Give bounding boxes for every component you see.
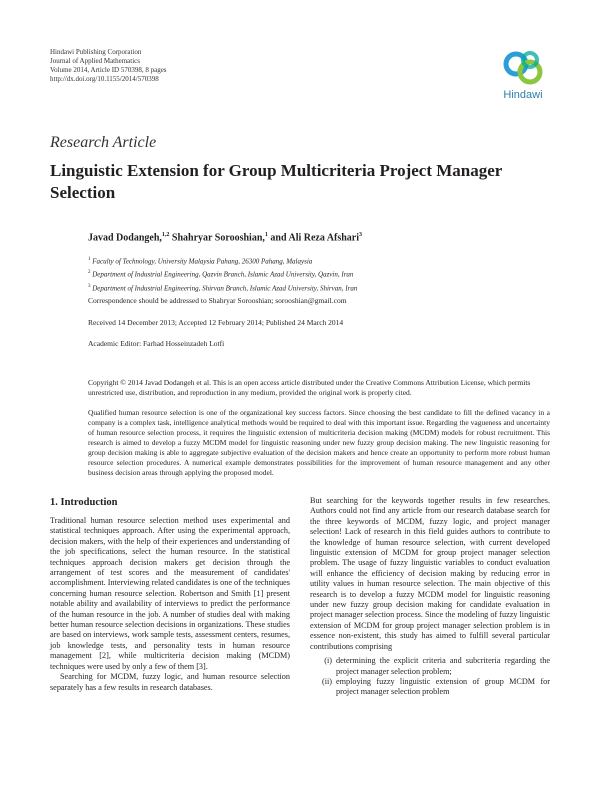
list-item xyxy=(310,677,550,698)
author-list xyxy=(88,232,362,243)
affiliation-marker: 2 xyxy=(88,270,91,276)
hindawi-logo xyxy=(494,48,552,104)
list-item-number: (i) xyxy=(324,656,332,666)
affiliation xyxy=(88,281,357,294)
correspondence: Correspondence should be addressed to Shahryar Sorooshian; sorooshian@gmail.com xyxy=(88,296,347,305)
volume-info: Volume 2014, Article ID 570398, 8 pages xyxy=(50,66,167,74)
author-name: and Ali Reza Afshari xyxy=(267,232,360,244)
list-item-number: (ii) xyxy=(321,676,332,686)
journal-header xyxy=(50,48,167,84)
affiliation-marker: 3 xyxy=(88,283,91,289)
author-affil-marker: 3 xyxy=(359,232,363,238)
journal-name: Journal of Applied Mathematics xyxy=(50,57,141,65)
affiliation xyxy=(88,254,357,267)
author-name: Javad Dodangeh, xyxy=(88,232,162,244)
affiliation-text: Faculty of Technology, University Malaysia Pahang, 26300 Pahang, Malaysia xyxy=(90,257,313,266)
affiliation-marker: 1 xyxy=(88,257,91,262)
body-column-right xyxy=(310,496,550,698)
doi-link[interactable]: http://dx.doi.org/10.1155/2014/570398 xyxy=(50,75,159,83)
hindawi-logo-text: Hindawi xyxy=(503,89,543,101)
affiliation xyxy=(88,267,357,280)
body-paragraph: Searching for MCDM, fuzzy logic, and human resource selection separately has a few results in research databases. xyxy=(50,672,290,692)
article-title: Linguistic Extension for Group Multicriteria Project Manager Selection xyxy=(50,161,503,202)
body-paragraph: Traditional human resource selection method uses experimental and statistical techniques approach. After using the experimental approach, decision makers, with the help of their experiences and understanding of the job specifications, select the human resource. In the statistical techniques approach decision makers get decision through the arrangement of test scores and the measurement of candidates' accomplishment. Interviewing related candidates is one of the techniques concerning human resource selection. Robertson and Smith [1] present notable ability and availability of interviews to predict the performance of the human resource in the job. A number of studies deal with making better human resource selection decisions in organizations. These studies are based on interviews, work sample tests, assessment centers, resumes, job knowledge tests, and personality tests in human resource management [2], while multicriteria decision making (MCDM) techniques were used by only a few of them [3]. xyxy=(50,516,290,671)
copyright-notice: Copyright © 2014 Javad Dodangeh et al. This is an open access article distributed under the Creative Commons Attribution License, which permits unrestricted use, distribution, and reproduction in any medium, provided the original work is properly cited. xyxy=(88,378,531,397)
body-paragraph: But searching for the keywords together results in few researches. Authors could not find any article from our research database search for the three keywords of MCDM, fuzzy logic, and project manager selection! Lack of research in this field guides authors to contribute to the knowledge of human resource selection, with current developed linguistic extension of MCDM for group project manager selection problem. The usage of fuzzy linguistic variables to conduct evaluation will enhance the efficiency of decision making by reducing error in utility values in human resource selection. The main objective of this research is to develop a fuzzy MCDM model for linguistic reasoning under new fuzzy group decision making for candidate evaluation in project manager selection process. Since the modeling of fuzzy linguistic extension of MCDM for group project manager selection problem is in essence non-existent, this study has aimed to fulfill several particular contributions comprising xyxy=(310,496,550,651)
section-heading: 1. Introduction xyxy=(50,497,118,508)
author-affil-marker: 1,2 xyxy=(161,232,170,238)
list-item-text: determining the explicit criteria and subcriteria regarding the project manager selection problem; xyxy=(336,656,550,676)
academic-editor: Academic Editor: Farhad Hosseinzadeh Lotfi xyxy=(88,339,225,348)
list-item-text: employing fuzzy linguistic extension of group MCDM for project manager selection problem xyxy=(336,676,550,697)
author-name: Shahryar Sorooshian, xyxy=(169,232,265,244)
list-item xyxy=(310,656,550,677)
affiliations xyxy=(88,254,357,294)
author-affil-marker: 1 xyxy=(264,232,268,238)
publisher-name: Hindawi Publishing Corporation xyxy=(50,48,142,56)
publication-dates: Received 14 December 2013; Accepted 12 February 2014; Published 24 March 2014 xyxy=(88,318,344,327)
article-type: Research Article xyxy=(50,134,157,151)
abstract: Qualified human resource selection is one of the organizational key success factors. Since choosing the best candidate to fill the defined vacancy in a company is a complex task, intelligence analytical methods would be required to deal with this important issue. Regarding the vagueness and uncertainty of human resource selection process, it requires the linguistic extension of multicriteria decision making (MCDM) models for robust recruitment. This research is aimed to develop a fuzzy MCDM model for linguistic reasoning under new fuzzy group decision making. The new linguistic reasoning for group decision making is able to aggregate subjective evaluation of the decision makers and hence create an opportunity to perform more robust human resource selection procedures. A numerical example demonstrates possibilities for the improvement of human resource management and any other business decision areas through applying the proposed model. xyxy=(88,408,550,477)
affiliation-text: Department of Industrial Engineering, Qazvin Branch, Islamic Azad University, Qazvin, Iran xyxy=(90,270,354,279)
hindawi-logo-icon xyxy=(494,48,552,90)
body-column-left xyxy=(50,516,290,693)
contribution-list xyxy=(310,656,550,698)
affiliation-text: Department of Industrial Engineering, Shirvan Branch, Islamic Azad University, Shirvan, Iran xyxy=(90,283,358,292)
